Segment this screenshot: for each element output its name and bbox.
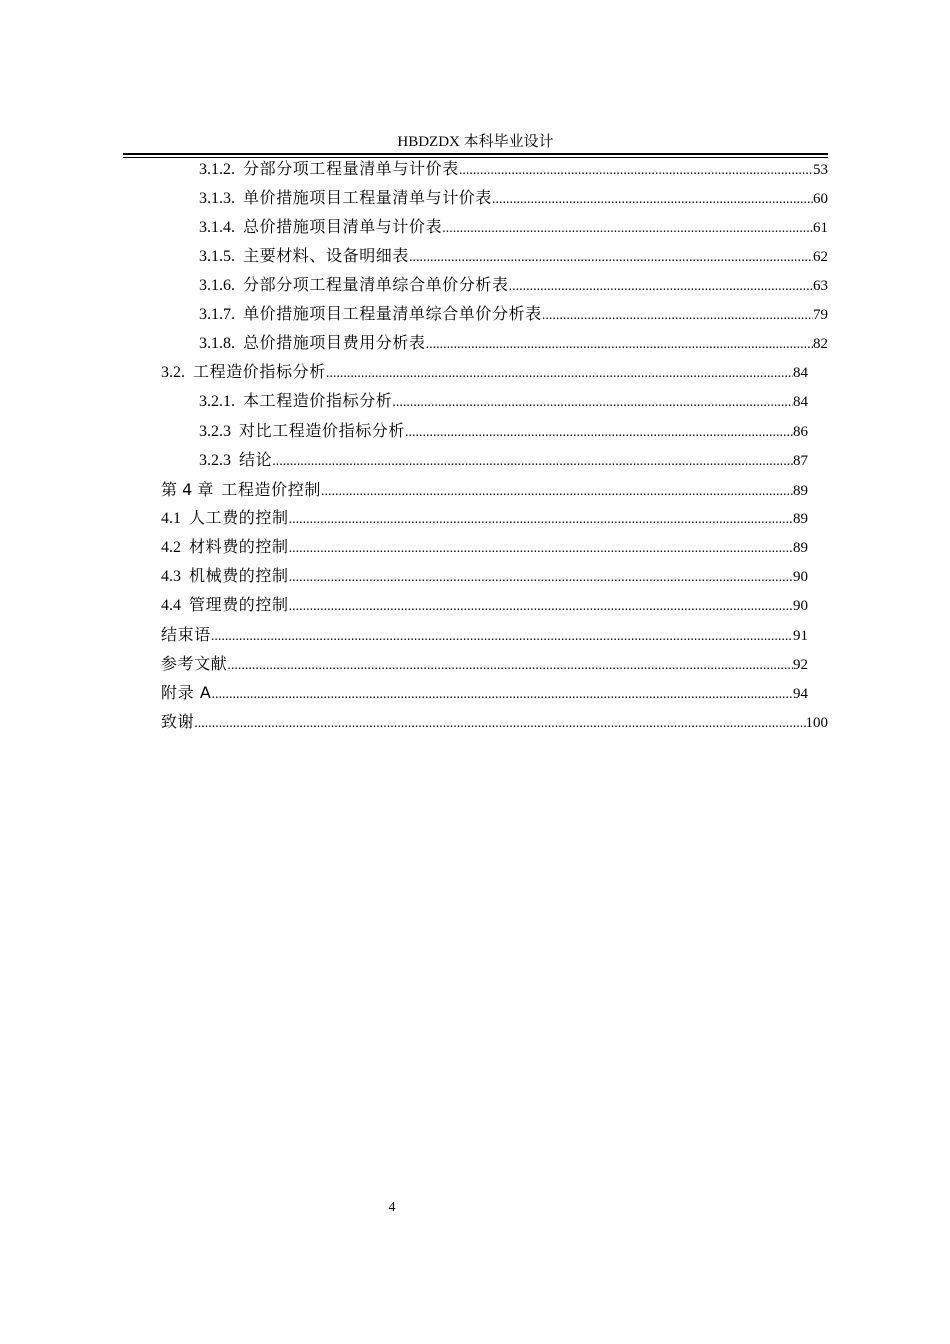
toc-dot-leader (211, 680, 793, 709)
toc-entry-title: 管理费的控制 (189, 597, 289, 614)
toc-entry-appendix-a[interactable] (161, 678, 808, 707)
toc-entry-number: 4.3 (161, 568, 181, 585)
toc-entry-title: 总价措施项目清单与计价表 (243, 219, 443, 236)
toc-dot-leader (289, 505, 793, 534)
toc-entry-page: 89 (793, 483, 808, 499)
toc-entry-4-1[interactable] (161, 504, 808, 533)
toc-entry-page: 84 (793, 365, 808, 381)
toc-entry-page: 94 (793, 686, 808, 702)
toc-entry-title: 致谢 (161, 712, 195, 731)
toc-entry-page: 91 (793, 628, 808, 644)
toc-dot-leader (442, 214, 813, 243)
toc-entry-page: 82 (813, 336, 828, 352)
toc-entry-number: 4.1 (161, 510, 181, 527)
toc-entry-page: 92 (793, 657, 808, 673)
toc-entry-title: 单价措施项目工程量清单综合单价分析表 (243, 306, 542, 323)
toc-entry-title: 分部分项工程量清单综合单价分析表 (243, 277, 509, 294)
toc-entry-number: 3.1.7. (199, 306, 235, 323)
toc-entry-page: 63 (813, 278, 828, 294)
toc-dot-leader (542, 301, 813, 330)
toc-dot-leader (227, 651, 793, 680)
toc-entry-3-2-3-conclusion[interactable] (199, 446, 808, 475)
toc-dot-leader (321, 477, 793, 506)
toc-entry-3-2[interactable] (161, 358, 808, 387)
toc-entry-page: 61 (813, 220, 828, 236)
toc-dot-leader (509, 272, 813, 301)
toc-entry-3-1-5[interactable] (199, 242, 828, 271)
toc-entry-page: 53 (813, 162, 828, 178)
toc-dot-leader (194, 709, 805, 738)
toc-entry-3-1-8[interactable] (199, 329, 828, 358)
toc-entry-3-1-3[interactable] (199, 184, 828, 213)
toc-entry-title: 结论 (239, 452, 273, 469)
toc-dot-leader (459, 156, 813, 185)
toc-entry-title: 本工程造价指标分析 (243, 393, 393, 410)
toc-entry-4-4[interactable] (161, 591, 808, 620)
toc-entry-page: 89 (793, 540, 808, 556)
toc-entry-number: 3.1.2. (199, 161, 235, 178)
toc-dot-leader (492, 185, 813, 214)
toc-entry-number: 3.2.1. (199, 393, 235, 410)
toc-entry-number: 3.1.5. (199, 248, 235, 265)
toc-dot-leader (409, 243, 813, 272)
toc-dot-leader (211, 622, 793, 651)
toc-dot-leader (426, 330, 813, 359)
toc-dot-leader (326, 359, 793, 388)
toc-entry-number: 3.1.6. (199, 277, 235, 294)
toc-entry-3-1-7[interactable] (199, 300, 828, 329)
toc-entry-number: 3.1.8. (199, 335, 235, 352)
toc-entry-number: 4.4 (161, 597, 181, 614)
toc-entry-title: 对比工程造价指标分析 (239, 423, 406, 440)
toc-dot-leader (289, 563, 793, 592)
toc-entry-number: 3.2. (161, 364, 185, 381)
toc-entry-number: 3.1.4. (199, 219, 235, 236)
toc-entry-references[interactable] (161, 649, 808, 678)
toc-entry-conclusion-remarks[interactable] (161, 620, 808, 649)
toc-entry-title: 结束语 (161, 625, 211, 644)
toc-entry-number: 3.1.3. (199, 190, 235, 207)
toc-entry-title: 单价措施项目工程量清单与计价表 (243, 190, 493, 207)
toc-entry-3-2-3-compare[interactable] (199, 417, 808, 446)
toc-entry-4-3[interactable] (161, 562, 808, 591)
toc-entry-page: 60 (813, 191, 828, 207)
toc-dot-leader (272, 447, 793, 476)
toc-dot-leader (392, 388, 793, 417)
toc-entry-page: 100 (805, 715, 828, 731)
toc-entry-title: 总价措施项目费用分析表 (243, 335, 426, 352)
page-number: 4 (388, 1200, 396, 1215)
toc-entry-number: 4.2 (161, 539, 181, 556)
toc-entry-title: 工程造价指标分析 (193, 364, 326, 381)
toc-entry-3-2-1[interactable] (199, 387, 808, 416)
toc-entry-number: 3.2.3 (199, 423, 231, 440)
toc-entry-page: 90 (793, 598, 808, 614)
toc-entry-3-1-4[interactable] (199, 213, 828, 242)
toc-entry-page: 79 (813, 307, 828, 323)
toc-entry-3-1-2[interactable] (199, 155, 828, 184)
toc-entry-acknowledgements[interactable] (161, 707, 828, 736)
toc-entry-page: 89 (793, 511, 808, 527)
toc-entry-title: 主要材料、设备明细表 (243, 248, 410, 265)
toc-entry-number: 第 4 章 (161, 480, 214, 499)
toc-entry-3-1-6[interactable] (199, 271, 828, 300)
toc-entry-title: 参考文献 (161, 654, 228, 673)
toc-dot-leader (289, 592, 793, 621)
toc-entry-title: 机械费的控制 (189, 568, 289, 585)
toc-entry-4-2[interactable] (161, 533, 808, 562)
toc-entry-title: 分部分项工程量清单与计价表 (243, 161, 459, 178)
toc-entry-chapter-4[interactable] (161, 475, 808, 504)
toc-entry-page: 86 (793, 424, 808, 440)
toc-entry-page: 87 (793, 453, 808, 469)
page-header: HBDZDX 本科毕业设计 (397, 134, 554, 150)
toc-entry-page: 62 (813, 249, 828, 265)
toc-entry-page: 84 (793, 394, 808, 410)
toc-entry-title: 人工费的控制 (189, 510, 289, 527)
toc-entry-number: 3.2.3 (199, 452, 231, 469)
toc-entry-page: 90 (793, 569, 808, 585)
toc-entry-title: 工程造价控制 (221, 480, 321, 499)
toc-entry-title: 材料费的控制 (189, 539, 289, 556)
toc-dot-leader (289, 534, 793, 563)
toc-entry-title: 附录 A (161, 683, 212, 702)
toc-dot-leader (405, 418, 793, 447)
